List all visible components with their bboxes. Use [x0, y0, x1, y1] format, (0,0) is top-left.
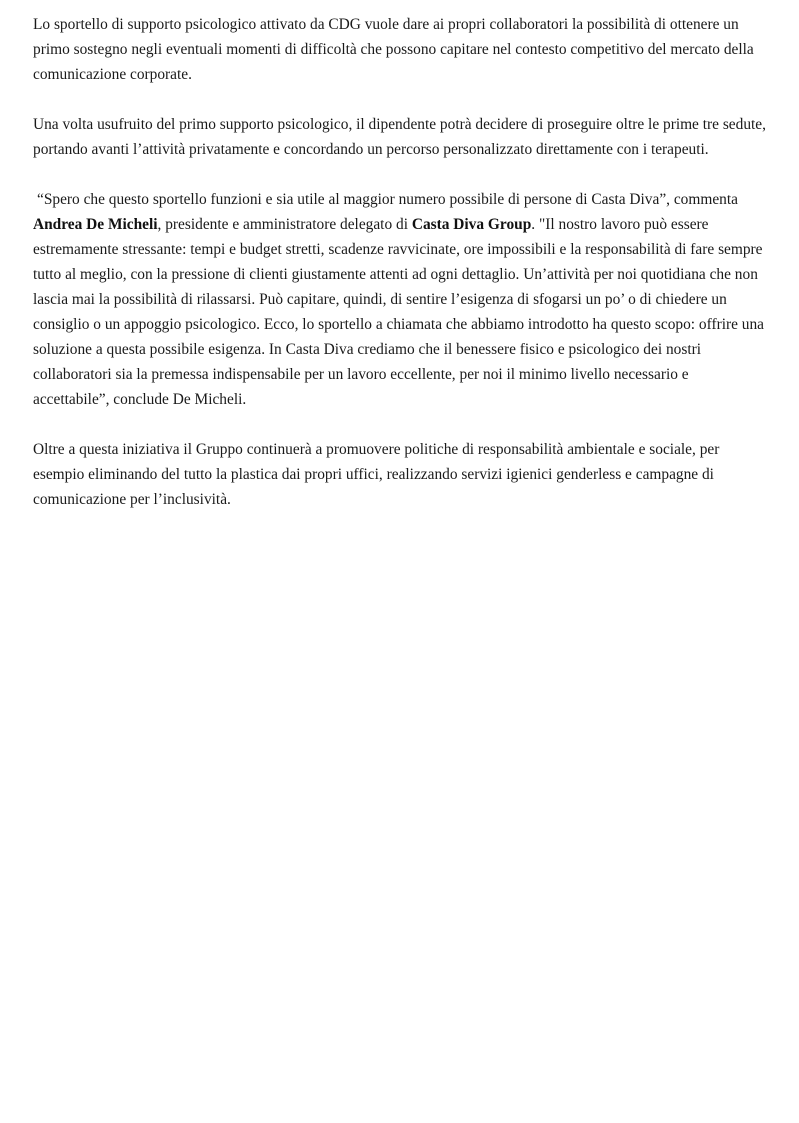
paragraph-quote	[33, 187, 768, 412]
quote-text-part3: . "Il nostro lavoro può essere estremamente stressante: tempi e budget stretti, scadenze ravvicinate, ore impossibili e la responsabilità di fare sempre tutto al meglio, con la pressione di clienti giustamente attenti ad ogni dettaglio. Un’attività per noi quotidiana che non lascia mai la possibilità di rilassarsi. Può capitare, quindi, di sentire l’esigenza di sfogarsi un po’ o di chiedere un consiglio o un appoggio psicologico. Ecco, lo sportello a chiamata che abbiamo introdotto ha questo scopo: offrire una soluzione a questa possibile esigenza. In Casta Diva crediamo che il benessere fisico e psicologico dei nostri collaboratori sia la premessa indispensabile per un lavoro eccellente, per noi il minimo livello necessario e accettabile”, conclude De Micheli.	[33, 216, 765, 408]
paragraph-intro: Lo sportello di supporto psicologico attivato da CDG vuole dare ai propri collaboratori la possibilità di ottenere un primo sostegno negli eventuali momenti di difficoltà che possono capitare nel contesto competitivo del mercato della comunicazione corporate.	[33, 16, 754, 83]
company-name: Casta Diva Group	[411, 216, 532, 233]
quote-text-part2: , presidente e amministratore delegato di	[157, 216, 412, 233]
person-name: Andrea De Micheli	[33, 216, 158, 233]
paragraph-initiatives: Oltre a questa iniziativa il Gruppo continuerà a promuovere politiche di responsabilità ambientale e sociale, per esempio eliminando del tutto la plastica dai propri uffici, realizzando servizi igienici genderless e campagne di comunicazione per l’inclusività.	[33, 441, 720, 508]
paragraph-followup: Una volta usufruito del primo supporto psicologico, il dipendente potrà decidere di proseguire oltre le prime tre sedute, portando avanti l’attività privatamente e concordando un percorso personalizzato direttamente con i terapeuti.	[33, 116, 766, 158]
quote-text-part1: “Spero che questo sportello funzioni e sia utile al maggior numero possibile di persone di Casta Diva”, commenta	[37, 191, 738, 208]
document-body	[33, 12, 768, 537]
